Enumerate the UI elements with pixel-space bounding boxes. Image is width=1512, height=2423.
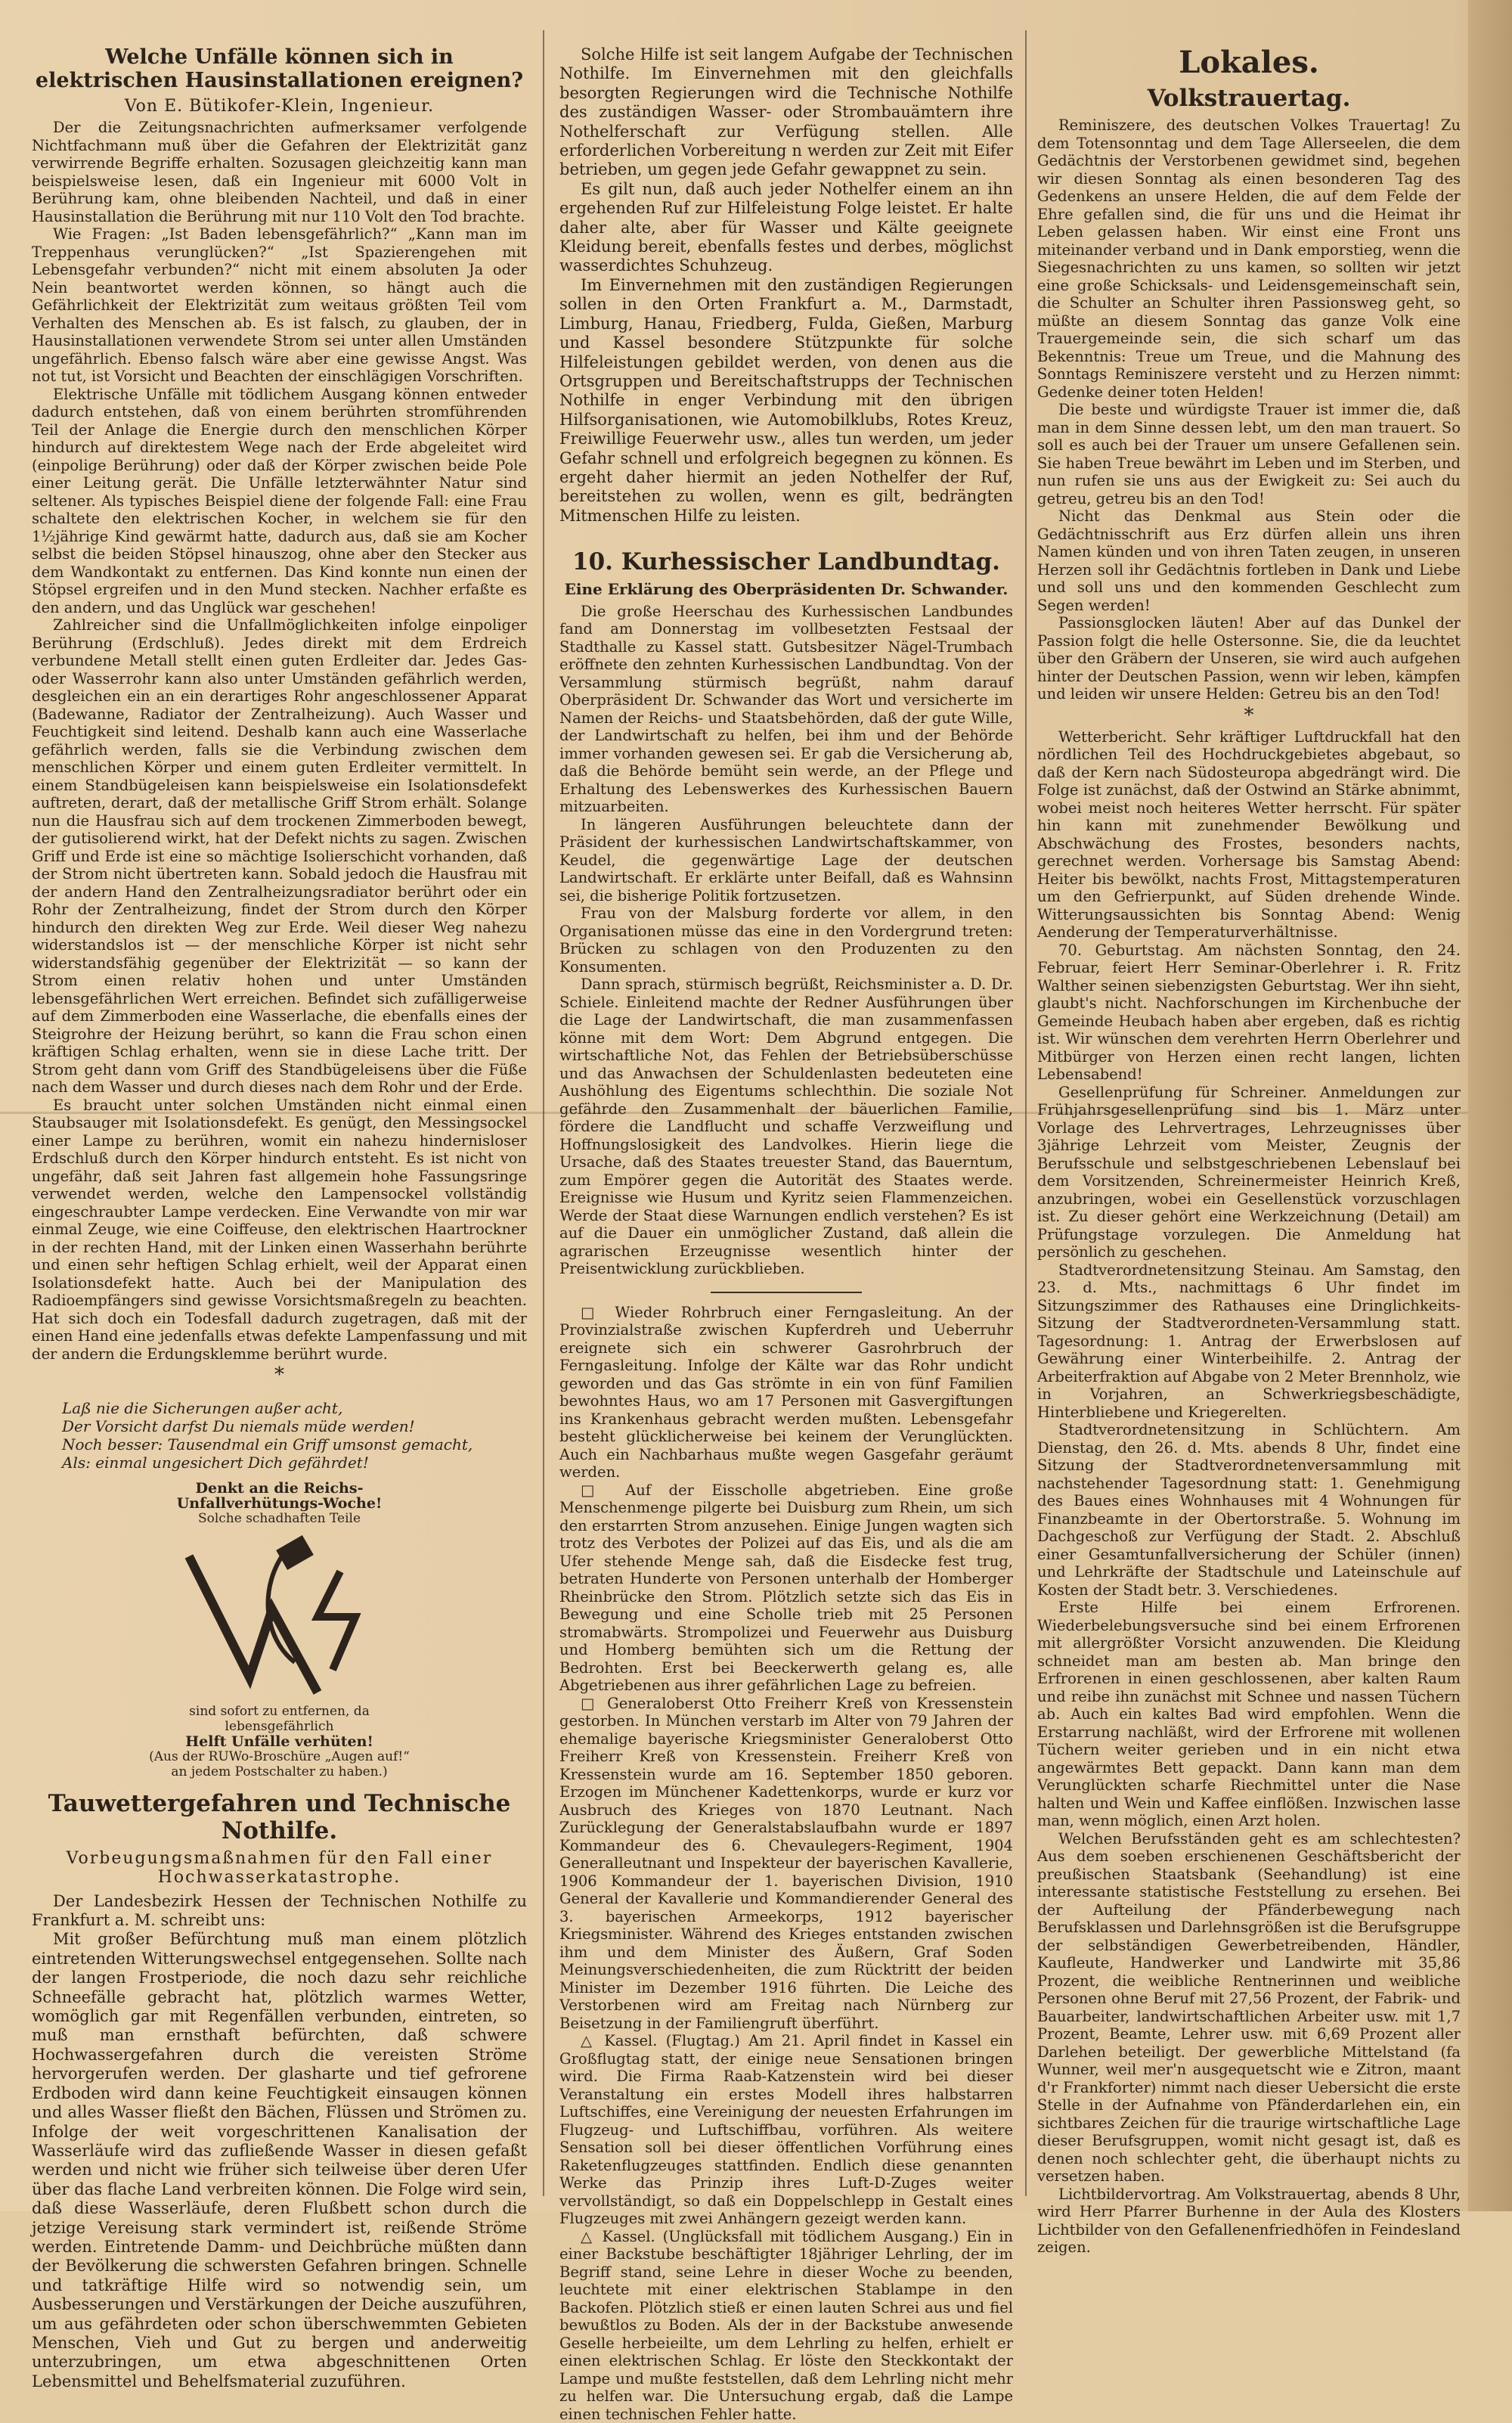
column-3 <box>1037 45 1461 2257</box>
paragraph: Es braucht unter solchen Umständen nicht einmal einen Staubsauger mit Isolationsdefekt. Es genügt, den Messingsockel einer Lampe zu berühren, womit ein nahezu hindernisloser Erdschluß durch den Körper hindurch entsteht. Es ist nicht von ungefähr, daß seit Jahren fast allgemein hohe Fassungsringe verwendet werden, welche den Lampensockel vollständig eingeschraubter Lampe verdecken. Eine Verwandte von mir war einmal Zeuge, wie eine Coiffeuse, den elektrischen Haartrockner in der rechten Hand, mit der Linken einen Wasserhahn berührte und einen sehr heftigen Schlag erhielt, weil der Apparat einen Isolationsdefekt hatte. Auch bei der Manipulation des Radioempfängers sind gewisse Vorsichtsmaßregeln zu beachten. Hat sich doch ein Todesfall dadurch zugetragen, daß mit der einen Hand eine jedenfalls etwas defekte Lampenfassung und mit der andern die Erdungsklemme berührt wurde. <box>32 1096 527 1363</box>
paragraph: Frau von der Malsburg forderte vor allem, in den Organisationen müsse das eine in den Vordergrund treten: Brücken zu schlagen von den Produzenten zu den Konsumenten. <box>559 904 1013 976</box>
paragraph: Im Einvernehmen mit den zuständigen Regierungen sollen in den Orten Frankfurt a. M., Darmstadt, Limburg, Hanau, Friedberg, Fulda, Gießen, Marburg und Kassel besondere Stützpunkte für solche Hilfeleistungen gebildet werden, von denen aus die Ortsgruppen und Bereitschaftstrupps der Technischen Nothilfe in enger Verbindung mit den übrigen Hilfsorganisationen, wie Automobilklubs, Rotes Kreuz, Freiwillige Feuerwehr usw., alles tun werden, um jeder Gefahr schnell und erfolgreich begegnen zu können. Es ergeht daher hiermit an jeden Nothelfer der Ruf, bereitstehen zu wollen, wenn es gilt, bedrängten Mitmenschen Hilfe zu leisten. <box>559 275 1013 525</box>
news-item: □ Wieder Rohrbruch einer Ferngasleitung. An der Provinzialstraße zwischen Kupferdreh und Ueberruhr ereignete sich ein schwerer Gasrohrbruch der Ferngasleitung. Infolge der Kälte war das Rohr undicht geworden und das Gas strömte in ein von fünf Familien bewohntes Haus, wo am 17 Personen mit Gasvergiftungen ins Krankenhaus gebracht werden mußten. Lebensgefahr besteht glücklicherweise bei keinem der Verunglückten. Auch ein Nachbarhaus mußte wegen Gasgefahr geräumt werden. <box>559 1303 1013 1481</box>
local-item: Welchen Berufsständen geht es am schlechtesten? Aus dem soeben erschienenen Geschäftsbericht der preußischen Staatsbank (Seehandlung) ist eine interessante statistische Feststellung zu ersehen. Bei der Aufteilung der Pfänderbewegung nach Berufsklassen und Darlehnsgrößen ist die Berufsgruppe der selbständigen Gewerbetreibenden, Händler, Kaufleute, Handwerker und Landwirte mit 35,86 Prozent, die weibliche Rentnerinnen und weibliche Personen ohne Beruf mit 27,56 Prozent, der Fabrik- und Bauarbeiter, landwirtschaftlichen Arbeiter usw. mit 1,7 Prozent, Beamte, Lehrer usw. mit 6,69 Prozent aller Darlehen beteiligt. Der gewerbliche Mittelstand (fa Wunner, weil mer'n ausgequetscht wie e Zitron, maant d'r Frankforter) nimmt nach dieser Uebersicht die erste Stelle in der Aufnahme von Pfänderdarlehen ein, ein sichtbares Zeichen für die traurige wirtschaftliche Lage dieser Berufsgruppen, womit nicht gesagt ist, daß es denen noch schlechter geht, die überhaupt nichts zu versetzen haben. <box>1037 1829 1461 2186</box>
local-item: Stadtverordnetensitzung Steinau. Am Samstag, den 23. d. Mts., nachmittags 6 Uhr findet im Sitzungszimmer des Rathauses eine Dringlichkeits-Sitzung der Stadtverordneten-Versammlung statt. Tagesordnung: 1. Antrag der Erwerbslosen auf Gewährung einer Winterbeihilfe. 2. Antrag der Arbeiterfraktion auf Abgabe von 2 Meter Brennholz, wie in Vorjahren, an Schwerkriegsbeschädigte, Hinterbliebene und Kriegerelten. <box>1037 1261 1461 1421</box>
adjacent-page-edge <box>1468 0 1512 2211</box>
article-title-electric-accidents: Welche Unfälle können sich in elektrischen Hausinstallationen ereignen? <box>35 45 524 92</box>
poem-line: Der Vorsicht darfst Du niemals müde werden! <box>62 1416 415 1435</box>
news-item: △ Kassel. (Flugtag.) Am 21. April findet in Kassel ein Großflugtag statt, der einige neue Sensationen bringen wird. Die Firma Raab-Katzenstein wird bei dieser Veranstaltung ein erstes Modell ihres halbstarren Luftschiffes, eine Vereinigung der neuesten Erfahrungen im Flugzeug- und Luftschiffbau, vorführen. Als weitere Sensation soll bei dieser öffentlichen Vorführung eines Raketenflugzeuges stattfinden. Endlich diese genannten Werke das Prinzip ihres Luft-D-Zuges weiter vervollständigt, so daß ein Doppelschlepp in Gestalt eines Flugzeuges mit zwei Anhängern gezeigt werden kann. <box>559 2032 1013 2228</box>
paragraph: Reminiszere, des deutschen Volkes Trauertag! Zu dem Totensonntag und dem Tage Allerseelen, die dem Gedächtnis der Verstorbenen gewidmet sind, begehen wir diesen Sonntag als einen besonderen Tag des Gedenkens an unsere Helden, die auf dem Felde der Ehre gefallen sind, die für uns und die Heimat ihr Leben gelassen haben. Wir einst eine Front uns miteinander verband und in Dank emporstieg, wenn die Siegesnachrichten zu uns kamen, so sollten wir jetzt eine große Schicksals- und Leidensgemeinschaft sein, die Schulter an Schulter ihren Passionsweg geht, so müßte an diesem Sonntag das ganze Volk eine Trauergemeinde sein, die sich scharf um das Bekenntnis: Treue um Treue, und die Mahnung des Sonntags Reminiszere versteht und zu Herzen nimmt: Gedenke deiner toten Helden! <box>1037 116 1461 401</box>
article-subtitle: Vorbeugungsmaßnahmen für den Fall einer Hochwasserkatastrophe. <box>66 1848 493 1888</box>
broken-plug-cable-icon <box>166 1526 393 1700</box>
local-item: Stadtverordnetensitzung in Schlüchtern. Am Dienstag, den 26. d. Mts. abends 8 Uhr, findet eine Sitzung der Stadtverordnetenversammlung mit nachstehender Tagesordnung statt: 1. Genehmigung des Baues eines Wohnhauses mit 4 Wohnungen für Finanzbeamte in der Obertorstraße. 5. Wohnung im Dachgeschoß zur Verfügung der Stadt. 2. Abschluß einer Gesamtunfallversicherung der Schüler (innen) und Lehrkräfte der Stadtschule und Lateinschule auf Kosten der Stadt betr. 3. Verschiedenes. <box>1037 1421 1461 1599</box>
article-title-thaw-dangers: Tauwettergefahren und Technische Nothilfe. <box>48 1789 511 1844</box>
paragraph: Elektrische Unfälle mit tödlichem Ausgang können entweder dadurch entstehen, daß von einem berührten stromführenden Teil der Anlage die Energie durch den menschlichen Körper hindurch auf direktestem Wege nach der Erde abgeleitet wird (einpolige Berührung) oder daß der Körper zwischen beide Pole einer Leitung gerät. Die Unfälle letzterwähnter Natur sind seltener. Als typisches Beispiel diene der folgende Fall: eine Frau schaltete den elektrischen Kocher, in welchem sie für den 1½jährige Kind gewärmt hatte, dadurch aus, daß sie am Kocher selbst die beiden Stöpsel hinauszog, ohne aber den Stecker aus dem Wandkontakt zu entfernen. Das Kind konnte nun einen der Stöpsel ergreifen und in den Mund stecken. Nachher erfaßte es den andern, und das Unglück war geschehen! <box>32 385 527 616</box>
separator-star: * <box>274 1364 284 1387</box>
paragraph: Die große Heerschau des Kurhessischen Landbundes fand am Donnerstag im vollbesetzten Festsaal der Stadthalle zu Kassel statt. Gutsbesitzer Nägel-Trumbach eröffnete den zehnten Kurhessischen Landbundtag. Von der Versammlung stürmisch begrüßt, nahm darauf Oberpräsident Dr. Schwander das Wort und versicherte im Namen der Reichs- und Staatsbehörden, daß der gute Wille, der Landwirtschaft zu helfen, bei ihm und der Behörde immer vorhanden gewesen sei. Er gab die Versicherung ab, daß die Behörde bemüht sein werde, an der Pflege und Erhaltung des Lebenswerkes des Kurhessischen Bauern mitzuarbeiten. <box>559 602 1013 816</box>
column-1 <box>32 45 527 2391</box>
byline: Von E. Bütikofer-Klein, Ingenieur. <box>124 97 435 116</box>
paragraph: Der die Zeitungsnachrichten aufmerksamer verfolgende Nichtfachmann muß über die Gefahren der Elektrizität ganz verwirrende Begriffe erhalten. Sozusagen gleichzeitig kann man beispielsweise lesen, daß ein Ingenieur mit 6000 Volt in Berührung kam, ohne bleibenden Nachteil, und daß in einer Hausinstallation die Berührung mit nur 110 Volt den Tod brachte. <box>32 119 527 225</box>
paragraph: Mit großer Befürchtung muß man einem plötzlich eintretenden Witterungswechsel entgegensehen. Sollte nach der langen Frostperiode, die noch dazu sehr reichliche Schneefälle gebracht hat, plötzlich warmes Wetter, womöglich gar mit Regenfällen verbunden, eintreten, so muß man ernsthaft befürchten, daß schwere Hochwassergefahren durch die vereisten Ströme hervorgerufen werden. Der glasharte und tief gefrorene Erdboden wird dann keine Feuchtigkeit einsaugen können und alles Wasser fließt den Bächen, Flüssen und Strömen zu. Infolge der weit vorgeschrittenen Kanalisation der Wasserläufe wird das zufließende Wasser in diesen gefaßt werden und nicht wie früher sich teilweise über deren Ufer über das flache Land verbreiten können. Die Folge wird sein, daß diese Wasserläufe, deren Flußbett schon durch die jetzige Vereisung stark vermindert ist, reißende Ströme werden. Eintretende Damm- und Deichbrüche müßten dann der Bevölkerung die schwersten Gefahren bringen. Schnelle und tatkräftige Hilfe wird so notwendig sein, um Ausbesserungen und Verstärkungen der Deiche auszuführen, um aus gefährdeten oder schon überschwemmten Gebieten Menschen, Vieh und Gut zu bergen und anderweitig unterzubringen, um etwa abgeschnittenen Orten Lebensmittel und Behelfsmaterial zuzuführen. <box>32 1930 527 2390</box>
paragraph: In längeren Ausführungen beleuchtete dann der Präsident der kurhessischen Landwirtschaftskammer, von Keudel, die gegenwärtige Lage der deutschen Landwirtschaft. Er erklärte unter Beifall, daß es Wahnsinn sei, die bisherige Politik fortzusetzen. <box>559 815 1013 904</box>
poem-line: Laß nie die Sicherungen außer acht, <box>62 1398 343 1417</box>
safety-illustration <box>144 1481 416 1779</box>
paragraph: Solche Hilfe ist seit langem Aufgabe der Technischen Nothilfe. Im Einvernehmen mit den gleichfalls besorgten Regierungen wird die Technische Nothilfe des zuständigen Wasser- oder Strombauämtern ihre Nothelferschaft zur Verfügung stellen. Alle erforderlichen Vorbereitung n werden zur Zeit mit Eifer betrieben, um gegen jede Gefahr gewappnet zu sein. <box>559 45 1013 179</box>
news-item: □ Generaloberst Otto Freiherr Kreß von Kressenstein gestorben. In München verstarb im Alter von 79 Jahren der ehemalige bayerische Kriegsminister Generaloberst Otto Freiherr Kreß von Kressenstein. Freiherr Kreß von Kressenstein wurde am 16. September 1850 geboren. Erzogen im Münchener Kadettenkorps, wurde er kurz vor Ausbruch des Krieges von 1870 Leutnant. Nach Zurücklegung der Generalstabslaufbahn wurde er 1897 Kommandeur des 6. Chevaulegers-Regiment, 1904 Generalleutnant und Inspekteur der bayerischen Kavallerie, 1906 Kommandeur der 1. bayerischen Division, 1910 General der Kavallerie und Kommandierender General des 3. bayerischen Armeekorps, 1912 bayerischer Kriegsminister. Während des Krieges entstanden zwischen ihm und dem Minister des Äußern, Graf Soden Meinungsverschiedenheiten, die zum Rücktritt der beiden Minister im Dezember 1916 führten. Die Leiche des Verstorbenen wird am Freitag nach Nürnberg zur Beisetzung in der Familiengruft überführt. <box>559 1694 1013 2032</box>
paragraph: Passionsglocken läuten! Aber auf das Dunkel der Passion folgt die helle Ostersonne. Sie, die da leuchtet über den Gräbern der Unseren, sie wird auch aufgehen hinter der Deutschen Passion, wenn wir leben, kämpfen und leiden wir unsere Helden: Getreu bis an den Tod! <box>1037 614 1461 703</box>
paragraph: Zahlreicher sind die Unfallmöglichkeiten infolge einpoliger Berührung (Erdschluß). Jedes direkt mit dem Erdreich verbundene Metall stellt einen guten Erdleiter dar. Jedes Gas- oder Wasserrohr kann also unter Umständen gefährlich werden, desgleichen ein an ein derartiges Rohr angeschlossener Apparat (Badewanne, Radiator der Zentralheizung). Auch Wasser und Feuchtigkeit sind leitend. Deshalb kann auch eine Wasserlache gefährlich werden, falls sie die Verbindung zwischen dem menschlichen Körper und einem guten Erdleiter vermittelt. In einem Standbügeleisen kann beispielsweise ein Isolationsdefekt auftreten, derart, daß der metallische Griff Strom erhält. Solange nun die Hausfrau sich auf dem trockenen Zimmerboden bewegt, der gutisolierend wirkt, hat der Defekt nichts zu sagen. Zwischen Griff und Erde ist eine so mächtige Isolierschicht vorhanden, daß der Strom nicht übertreten kann. Sobald jedoch die Hausfrau mit der andern Hand den Zentralheizungsradiator berührt oder ein Rohr der Zentralheizung, findet der Strom durch den Körper hindurch den direkten Weg zur Erde. Weil dieser Weg nahezu widerstandslos ist — der menschliche Körper ist nicht sehr widerstandsfähig gegenüber der Elektrizität — so kann der Strom einen relativ hohen und unter Umständen lebensgefährlichen Wert erreichen. Befindet sich zufälligerweise auf dem Zimmerboden eine Wasserlache, die ebenfalls eines der Steigrohre der Heizung berührt, so kann die Frau schon einen kräftigen Schlag erhalten, wenn sie in diese Lache tritt. Der Strom geht dann vom Griff des Standbügeleisens über die Füße nach dem Wasser und durch dieses nach dem Rohr und der Erde. <box>32 616 527 1097</box>
article-title-landbundtag: 10. Kurhessischer Landbundtag. <box>572 548 1000 576</box>
poem-line: Als: einmal ungesichert Dich gefährdet! <box>62 1453 369 1472</box>
illustration-label: Solche schadhaften Teile <box>197 1510 361 1526</box>
local-item: Gesellenprüfung für Schreiner. Anmeldungen zur Frühjahrsgesellenprüfung sind bis 1. März unter Vorlage des Lehrvertrages, Lehrzeugnisses über 3jährige Lehrzeit vom Meister, Zeugnis der Berufsschule und selbstgeschriebenen Lebenslauf bei dem Vorsitzenden, Schreinermeister Heinrich Kreß, anzubringen, wobei ein Gesellenstück vorzuschlagen ist. Zu dieser gehört eine Werkzeichnung (Detail) am Prüfungstage vorzulegen. Die Anmeldung hat persönlich zu geschehen. <box>1037 1083 1461 1261</box>
news-item: □ Auf der Eisscholle abgetrieben. Eine große Menschenmenge pilgerte bei Duisburg zum Rhein, um sich den erstarrten Strom anzusehen. Einige Jungen wagten sich trotz des Verbotes der Polizei auf das Eis, und als die am Ufer stehende Menge sah, daß die Eisdecke fest trug, betraten Hunderte von Personen unterhalb der Homberger Rheinbrücke den Strom. Plötzlich setzte sich das Eis in Bewegung und eine Scholle trieb mit 25 Personen stromabwärts. Strompolizei und Feuerwehr aus Duisburg und Homberg bemühten sich um die Rettung der Bedrohten. Erst bei Beeckerwerth gelang es, alle Abgetriebenen aus ihrer gefährlichen Lage zu befreien. <box>559 1481 1013 1695</box>
local-item: Wetterbericht. Sehr kräftiger Luftdruckfall hat den nördlichen Teil des Hochdruckgebietes abgebaut, so daß der Kern nach Südosteuropa abgedrängt wird. Die Folge ist zunächst, daß der Ostwind an Stärke abnimmt, wobei meist noch heiteres Wetter herrscht. Für später hin kann mit zunehmender Bewölkung und Abschwächung des Frostes, besonders nachts, gerechnet werden. Vorhersage bis Samstag Abend: Heiter bis bewölkt, nachts Frost, Mittagstemperaturen um den Gefrierpunkt, auf Süden drehende Winde. Witterungsaussichten bis Sonntag Abend: Wenig Aenderung der Temperaturverhältnisse. <box>1037 728 1461 942</box>
news-item: △ Kassel. (Unglücksfall mit tödlichem Ausgang.) Ein in einer Backstube beschäftigter 18jähriger Lehrling, der im Begriff stand, seine Lehre in dieser Woche zu beenden, leuchtete mit einer elektrischen Stablampe in den Backofen. Plötzlich stieß er einen lauten Schrei aus und fiel bewußtlos zu Boden. Als der in der Backstube anwesende Geselle herbeieilte, um dem Lehrling zu helfen, erhielt er einen elektrischen Schlag. Er löste den Steckkontakt der Lampe und mußte feststellen, daß dem Lehrling nicht mehr zu helfen war. Die Untersuchung ergab, daß die Lampe einen technischen Fehler hatte. <box>559 2227 1013 2423</box>
paragraph: Dann sprach, stürmisch begrüßt, Reichsminister a. D. Dr. Schiele. Einleitend machte der Redner Ausführungen über die Lage der Landwirtschaft, die man zusammenfassen könne mit dem Wort: Dem Abgrund entgegen. Die wirtschaftliche Not, das Fehlen der Betriebsüberschüsse und das Anwachsen der Schuldenlasten bedeuteten eine Aushöhlung des Eigentums schlechthin. Die soziale Not gefährde den Zusammenhalt der bäuerlichen Familie, fördere die Landflucht und schaffe Verzweiflung und Hoffnungslosigkeit des Landvolkes. Hierin liege die Ursache, daß des Staates treuester Stand, das Bauerntum, zum Empörer gegen die Autorität des Staates werde. Ereignisse wie Husum und Kyritz seien Flammenzeichen. Werde der Staat diese Warnungen endlich verstehen? Es ist auf die Dauer ein unmöglicher Zustand, daß allein die agrarischen Erzeugnisse wesentlich hinter der Preisentwicklung zurückblieben. <box>559 976 1013 1278</box>
article-subtitle: Eine Erklärung des Oberpräsidenten Dr. Schwander. <box>564 580 1009 599</box>
article-intro: Der Landesbezirk Hessen der Technischen Nothilfe zu Frankfurt a. M. schreibt uns: <box>32 1891 527 1930</box>
local-item: 70. Geburtstag. Am nächsten Sonntag, den 24. Februar, feiert Herr Seminar-Oberlehrer i. R. Fritz Walther seinen siebenzigsten Geburtstag. Wer ihn sieht, glaubt's nicht. Nachforschungen im Kirchenbuche der Gemeinde Heubach haben aber ergeben, daß es richtig ist. Wir wünschen dem verehrten Herrn Oberlehrer und Mitbürger von Herzen einen recht langen, lichten Lebensabend! <box>1037 941 1461 1084</box>
paragraph: Die beste und würdigste Trauer ist immer die, daß man in dem Sinne dessen lebt, um den man trauert. So soll es auch bei der Trauer um unsere Gefallenen sein. Sie haben Treue bewährt im Leben und im Sterben, und nun rufen sie uns aus der Ewigkeit zu: Sei auch du getreu, getreu bis an den Tod! <box>1037 401 1461 507</box>
illustration-slogan: Helft Unfälle verhüten! <box>185 1733 373 1750</box>
article-title-volkstrauertag: Volkstrauertag. <box>1147 85 1351 112</box>
poem <box>62 1399 527 1472</box>
illustration-headline: Denkt an die Reichs-Unfallverhütungs-Woche! <box>176 1479 383 1512</box>
column-divider <box>1025 30 1027 2196</box>
local-item: Lichtbildervortrag. Am Volkstrauertag, abends 8 Uhr, wird Herr Pfarrer Burhenne in der Aula des Klosters Lichtbilder von den Gefallenenfriedhöfen in Feindesland zeigen. <box>1037 2185 1461 2257</box>
section-divider <box>711 1292 862 1293</box>
illustration-source: (Aus der RUWo-Broschüre „Augen auf!“ an jedem Postschalter zu haben.) <box>149 1748 410 1779</box>
column-divider <box>543 30 544 2196</box>
paragraph: Nicht das Denkmal aus Stein oder die Gedächtnisschrift aus Erz dürfen allein uns ihren Namen künden und von ihren Taten zeugen, in unseren Herzen soll ihr Gedächtnis fortleben in Dank und Liebe und soll uns und den kommenden Geschlecht zum Segen werden! <box>1037 507 1461 614</box>
paragraph: Es gilt nun, daß auch jeder Nothelfer einem an ihn ergehenden Ruf zur Hilfeleistung Folge leistet. Er halte daher alte, aber für Wasser und Kälte geeignete Kleidung bereit, ebenfalls festes und derbes, möglichst wasserdichtes Schuhzeug. <box>559 179 1013 275</box>
poem-line: Noch besser: Tausendmal ein Griff umsonst gemacht, <box>62 1435 473 1453</box>
column-2 <box>559 45 1013 2423</box>
paragraph: Wie Fragen: „Ist Baden lebensgefährlich?“ „Kann man im Treppenhaus verunglücken?“ „Ist Spazierengehen mit Lebensgefahr verbunden?“ nicht mit einem absoluten Ja oder Nein beantwortet werden können, so hängt auch die Gefährlichkeit der Elektrizität zum weitaus größten Teil vom Verhalten des Menschen ab. Es ist falsch, zu glauben, der in Hausinstallationen verwendete Strom sei unter allen Umständen ungefährlich. Ebenso falsch wäre aber eine gewisse Angst. Was not tut, ist Vorsicht und Beachten der einschlägigen Vorschriften. <box>32 225 527 386</box>
local-item: Erste Hilfe bei einem Erfrorenen. Wiederbelebungsversuche sind bei einem Erfrorenen mit allergrößter Vorsicht anzuwenden. Die Kleidung schneidet man am besten ab. Man bringe den Erfrorenen in einen geschlossenen, aber kalten Raum und reibe ihn zunächst mit Schnee und nassen Tüchern ab. Auch ein kaltes Bad wird empfohlen. Wenn die Erstarrung nachläßt, wird der Erfrorene mit wollenen Tüchern weiter gerieben und in ein nicht etwa angewärmtes Bett gepackt. Dann kann man dem Verunglückten scharfe Riechmittel unter die Nase halten und Wein und Kaffee einflößen. Inzwischen lasse man, wenn möglich, einen Arzt holen. <box>1037 1599 1461 1830</box>
separator-star: * <box>1244 703 1254 727</box>
illustration-label: sind sofort zu entfernen, da lebensgefährlich <box>189 1703 370 1734</box>
section-title-lokales: Lokales. <box>1179 45 1319 80</box>
